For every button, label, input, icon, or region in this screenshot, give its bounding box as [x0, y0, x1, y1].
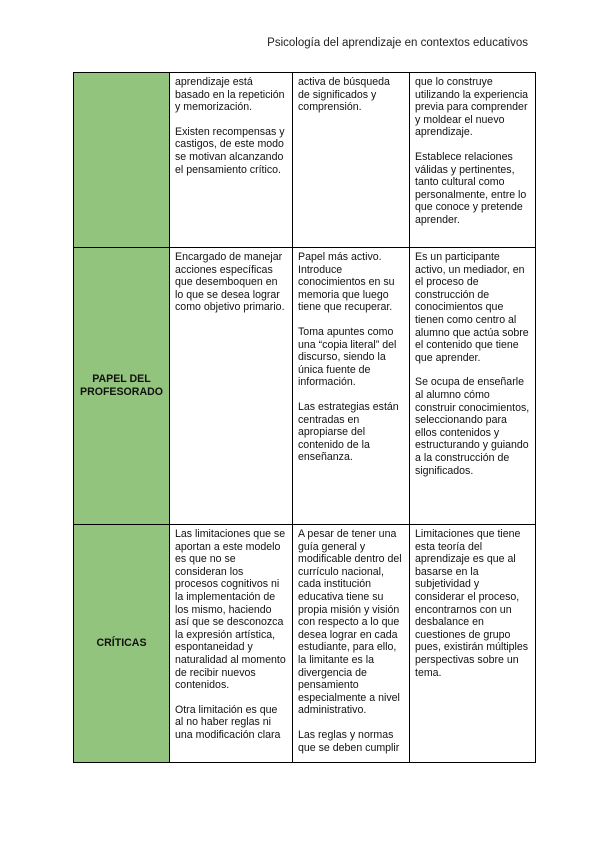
- table-cell: [410, 73, 536, 248]
- cell-paragraph: Toma apuntes como una “copia literal” del discurso, siendo la única fuente de información.: [298, 325, 397, 389]
- cell-paragraph: Se ocupa de enseñarle al alumno cómo construir conocimientos, seleccionando para ellos contenidos y estructurando y guiando a la construcción de significados.: [415, 376, 530, 477]
- page-header: Psicología del aprendizaje en contextos educativos: [267, 37, 528, 49]
- cell-paragraph: Limitaciones que tiene esta teoría del aprendizaje es que al basarse en la subjetividad y considerar el proceso, encontrarnos con un desbalance en cuestiones de grupo pues, existirán múltiples perspectivas sobre un tema.: [415, 528, 529, 679]
- row-label: [74, 73, 170, 248]
- cell-paragraph: Establece relaciones válidas y pertinentes, tanto cultural como personalmente, entre lo que conoce y pretende aprender.: [415, 150, 527, 226]
- cell-paragraph: Las estrategias están centradas en apropiarse del contenido de la enseñanza.: [298, 400, 399, 464]
- table-cell: [293, 73, 410, 248]
- table-cell: [293, 248, 410, 525]
- table-row: [74, 248, 536, 525]
- table-row: [74, 73, 536, 248]
- table-cell: [410, 525, 536, 763]
- table-cell: [410, 248, 536, 525]
- cell-paragraph: Encargado de manejar acciones específicas que desemboquen en lo que se desea lograr como objetivo primario.: [175, 251, 285, 314]
- cell-paragraph: que lo construye utilizando la experiencia previa para comprender y moldear el nuevo aprendizaje.: [415, 76, 529, 139]
- table-row: [74, 525, 536, 763]
- cell-paragraph: Otra limitación es que al no haber reglas ni una modificación clara: [175, 703, 281, 741]
- cell-paragraph: Las reglas y normas que se deben cumplir: [298, 728, 400, 754]
- comparison-table: [73, 72, 536, 763]
- table-cell: [170, 73, 293, 248]
- table-cell: [293, 525, 410, 763]
- cell-paragraph: A pesar de tener una guía general y modificable dentro del currículo nacional, cada institución educativa tiene su propia misión y visión con respecto a lo que desea lograr en cada estudiante, para ello, la limitante es la divergencia de pensamiento especialmente a nivel administrativo.: [298, 528, 402, 717]
- cell-paragraph: activa de búsqueda de significados y comprensión.: [298, 76, 390, 114]
- table-cell: [170, 248, 293, 525]
- row-label: PAPEL DEL PROFESORADO: [74, 248, 170, 525]
- cell-paragraph: Papel más activo. Introduce conocimientos en su memoria que luego tiene que recuperar.: [298, 251, 395, 314]
- row-label: CRÍTICAS: [74, 525, 170, 763]
- cell-paragraph: Existen recompensas y castigos, de este modo se motivan alcanzando el pensamiento crítico.: [175, 125, 285, 176]
- table-cell: [170, 525, 293, 763]
- cell-paragraph: Es un participante activo, un mediador, en el proceso de construcción de conocimientos que tienen como centro al alumno que actúa sobre el contenido que tiene que aprender.: [415, 251, 529, 364]
- cell-paragraph: Las limitaciones que se aportan a este modelo es que no se consideran los procesos cognitivos ni la implementación de los mismo, haciendo así que se desconozca la expresión artística, espontaneidad y naturalidad al momento de recibir nuevos contenidos.: [175, 528, 286, 692]
- cell-paragraph: aprendizaje está basado en la repetición y memorización.: [175, 76, 285, 114]
